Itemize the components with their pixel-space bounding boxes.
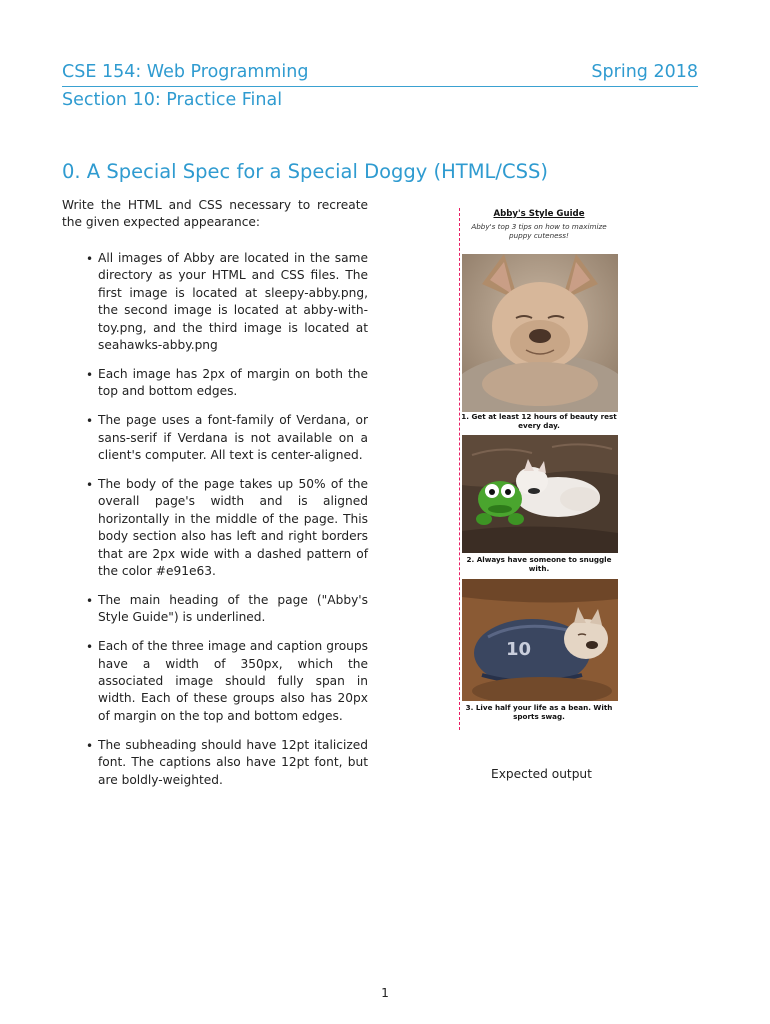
problem-heading: 0. A Special Spec for a Special Doggy (HTML/CSS)	[62, 160, 548, 183]
dog-with-toy-image	[462, 435, 618, 553]
page-header	[62, 62, 698, 87]
sleepy-dog-image	[462, 254, 618, 412]
seahawks-abby-photo	[462, 579, 618, 701]
style-guide-subheading: Abby's top 3 tips on how to maximize puppy cuteness!	[471, 222, 607, 240]
list-item: • All images of Abby are located in the same directory as your HTML and CSS files. The first image is located at sleepy-abby.png, the second image is located at abby-with-toy.png, and the third image is located at seahawks-abby.png	[86, 251, 368, 353]
caption-3: 3. Live half your life as a bean. With sports swag.	[465, 703, 613, 721]
bullet-icon: •	[86, 738, 94, 753]
expected-output-label: Expected output	[491, 767, 592, 781]
bullet-icon: •	[86, 414, 94, 429]
list-item: • The subheading should have 12pt italicized font. The captions also have 12pt font, but are boldly-weighted.	[86, 737, 368, 787]
style-guide-heading: Abby's Style Guide	[493, 209, 585, 219]
list-item: • Each of the three image and caption groups have a width of 350px, which the associated image should fully span in width. Each of these groups also has 20px of margin on the top and bottom edges.	[86, 639, 368, 723]
requirements-list	[62, 250, 368, 800]
sleepy-abby-photo	[462, 254, 618, 412]
bullet-icon: •	[86, 593, 94, 608]
page-number: 1	[381, 986, 389, 1000]
bullet-icon: •	[86, 252, 94, 266]
bullet-icon: •	[86, 640, 94, 655]
caption-1: 1. Get at least 12 hours of beauty rest every day.	[461, 412, 617, 430]
svg-text:10: 10	[506, 639, 532, 660]
list-item: • The page uses a font-family of Verdana, or sans-serif if Verdana is not available on a client's computer. All text is center-aligned.	[86, 413, 368, 463]
dog-in-jersey-image	[462, 579, 618, 701]
list-item: • Each image has 2px of margin on both the top and bottom edges.	[86, 366, 368, 399]
section-title: Section 10: Practice Final	[62, 90, 283, 110]
problem-intro: Write the HTML and CSS necessary to recreate the given expected appearance:	[62, 198, 368, 230]
bullet-icon: •	[86, 367, 94, 382]
abby-with-toy-photo	[462, 435, 618, 553]
expected-output-frame	[459, 208, 618, 730]
term-label: Spring 2018	[591, 62, 698, 82]
bullet-icon: •	[86, 477, 94, 492]
caption-2: 2. Always have someone to snuggle with.	[466, 555, 612, 573]
list-item: • The body of the page takes up 50% of the overall page's width and is aligned horizontally in the middle of the page. This body section also has left and right borders that are 2px wide with a dashed pattern of the color #e91e63.	[86, 476, 368, 578]
course-title: CSE 154: Web Programming	[62, 62, 309, 82]
list-item: • The main heading of the page ("Abby's Style Guide") is underlined.	[86, 592, 368, 625]
